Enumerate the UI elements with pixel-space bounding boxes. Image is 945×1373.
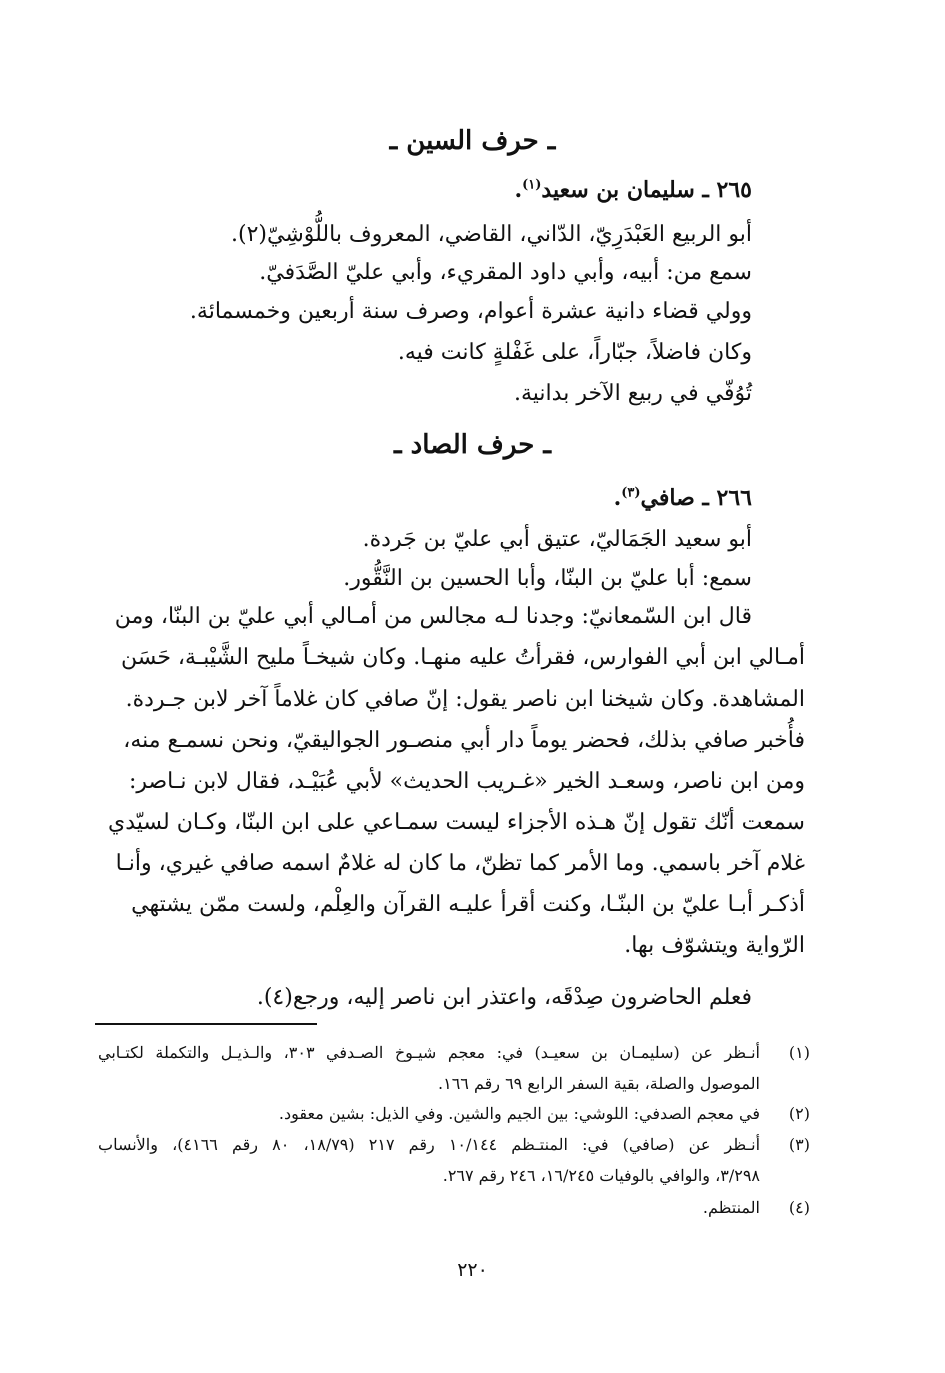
footnote-3-line-1: أنـظر عن (صافي) في: المنتـظم ١٠/١٤٤ رقم ٢١٧ (١٨/٧٩، ٨٠ رقم ٤١٦٦)، والأنساب [98, 1135, 761, 1154]
footnote-ref-1: (١) [522, 177, 542, 193]
heading-letter-sin: ـ حرف السين ـ [389, 126, 556, 156]
footnote-3-line-2: ٣/٢٩٨، والوافي بالوفيات ١٦/٢٤٥، ٢٤٦ رقم ٢٦٧. [442, 1166, 760, 1185]
entry-266-paragraph-line: الرّواية ويتشوّف بها. [624, 933, 805, 958]
footnote-4-line-1: المنتظم. [702, 1198, 760, 1217]
entry-266-paragraph-line: المشاهدة. وكان شيخنا ابن ناصر يقول: إنّ صافي كان غلاماً آخر لابن جـردة. [125, 687, 805, 712]
entry-266-line-1: أبو سعيد الجَمَاليّ، عتيق أبي عليّ بن جَردة. [362, 527, 752, 552]
entry-266-closing: فعلم الحاضرون صِدْقَه، واعتذر ابن ناصر إليه، ورجع(٤). [256, 985, 752, 1010]
entry-266-paragraph-line: ومن ابن ناصر، وسعـد الخير «غـريب الحديث» لأبي عُبَيْـد، فقال لابن نـاصر: [128, 769, 805, 794]
footnote-2-line-1: في معجم الصدفي: اللوشي: بين الجيم والشين. وفي الذيل: بشين معقود. [278, 1104, 760, 1123]
footnote-number: (٢) [788, 1104, 810, 1123]
entry-266-paragraph-line: قال ابن السّمعانيّ: وجدنا لـه مجالس من أمـالي أبي عليّ بن البنّا، ومن [114, 604, 752, 629]
footnote-separator [95, 1023, 317, 1025]
entry-266-name: ٢٦٦ ـ صافي [640, 485, 752, 511]
entry-266-dot: . [613, 485, 622, 511]
entry-266-paragraph-line: فأُخبر صافي بذلك، فحضر يوماً دار أبي منصـور الجواليقيّ، ونحن نسمـع منه، [123, 728, 805, 753]
entry-266-paragraph-line: أمـالي ابن أبي الفوارس، فقرأتُ عليه منهـا. وكان شيخـاً مليح الشَّيْبـة، حَسَن [120, 645, 805, 670]
entry-266-paragraph-line: أذكـر أبـا عليّ بن البنّـا، وكنت أقرأ عليـه القرآن والعِلْم، ولست ممّن يشتهي [131, 892, 805, 917]
entry-265-line-4: وكان فاضلاً، جبّاراً، على غَفْلةٍ كانت فيه. [397, 340, 752, 365]
entry-265-line-5: تُوُفّي في ربيع الآخر بدانية. [514, 381, 752, 406]
footnote-ref-3: (٣) [621, 485, 641, 501]
entry-265-dot: . [514, 177, 523, 203]
entry-265-line-1: أبو الربيع العَبْدَرِيّ، الدّاني، القاضي، المعروف باللُّوْشِيّ(٢). [231, 222, 752, 247]
entry-266-line-2: سمع: أبا عليّ بن البنّا، وأبا الحسين بن النَّقُّور. [343, 566, 752, 591]
footnote-number: (٤) [788, 1198, 810, 1217]
entry-266-paragraph-line: غلام آخر باسمي. وما الأمر كما تظنّ، ما كان له غلامٌ اسمه صافي غيري، وأنـا [115, 851, 805, 876]
footnote-number: (٣) [788, 1135, 810, 1154]
entry-265-line-2: سمع من: أبيه، وأبي داود المقريء، وأبي عليّ الصَّدَفيّ. [259, 260, 752, 285]
footnote-number: (١) [788, 1043, 810, 1062]
entry-266-paragraph-line: سمعت أنّك تقول إنّ هـذه الأجزاء ليست سمـاعي على ابن البنّا، وكـان لسيّدي [107, 810, 805, 835]
heading-letter-sad: ـ حرف الصاد ـ [394, 430, 551, 460]
entry-265-name: ٢٦٥ ـ سليمان بن سعيد [541, 177, 752, 203]
entry-265-line-3: وولي قضاء دانية عشرة أعوام، وصرف سنة أربعين وخمسمائة. [189, 299, 752, 324]
footnote-1-line-1: أنـظر عن (سليمـان بن سعيـد) في: معجم شيـوخ الصـدفي ٣٠٣، والـذيـل والتكملة لكتـابي [98, 1043, 760, 1062]
page-number: ٢٢٠ [457, 1259, 488, 1281]
footnote-1-line-2: الموصول والصلة، بقية السفر الرابع ٦٩ رقم ١٦٦. [438, 1074, 760, 1093]
entry-265-title [514, 175, 752, 205]
entry-266-title [614, 483, 752, 513]
